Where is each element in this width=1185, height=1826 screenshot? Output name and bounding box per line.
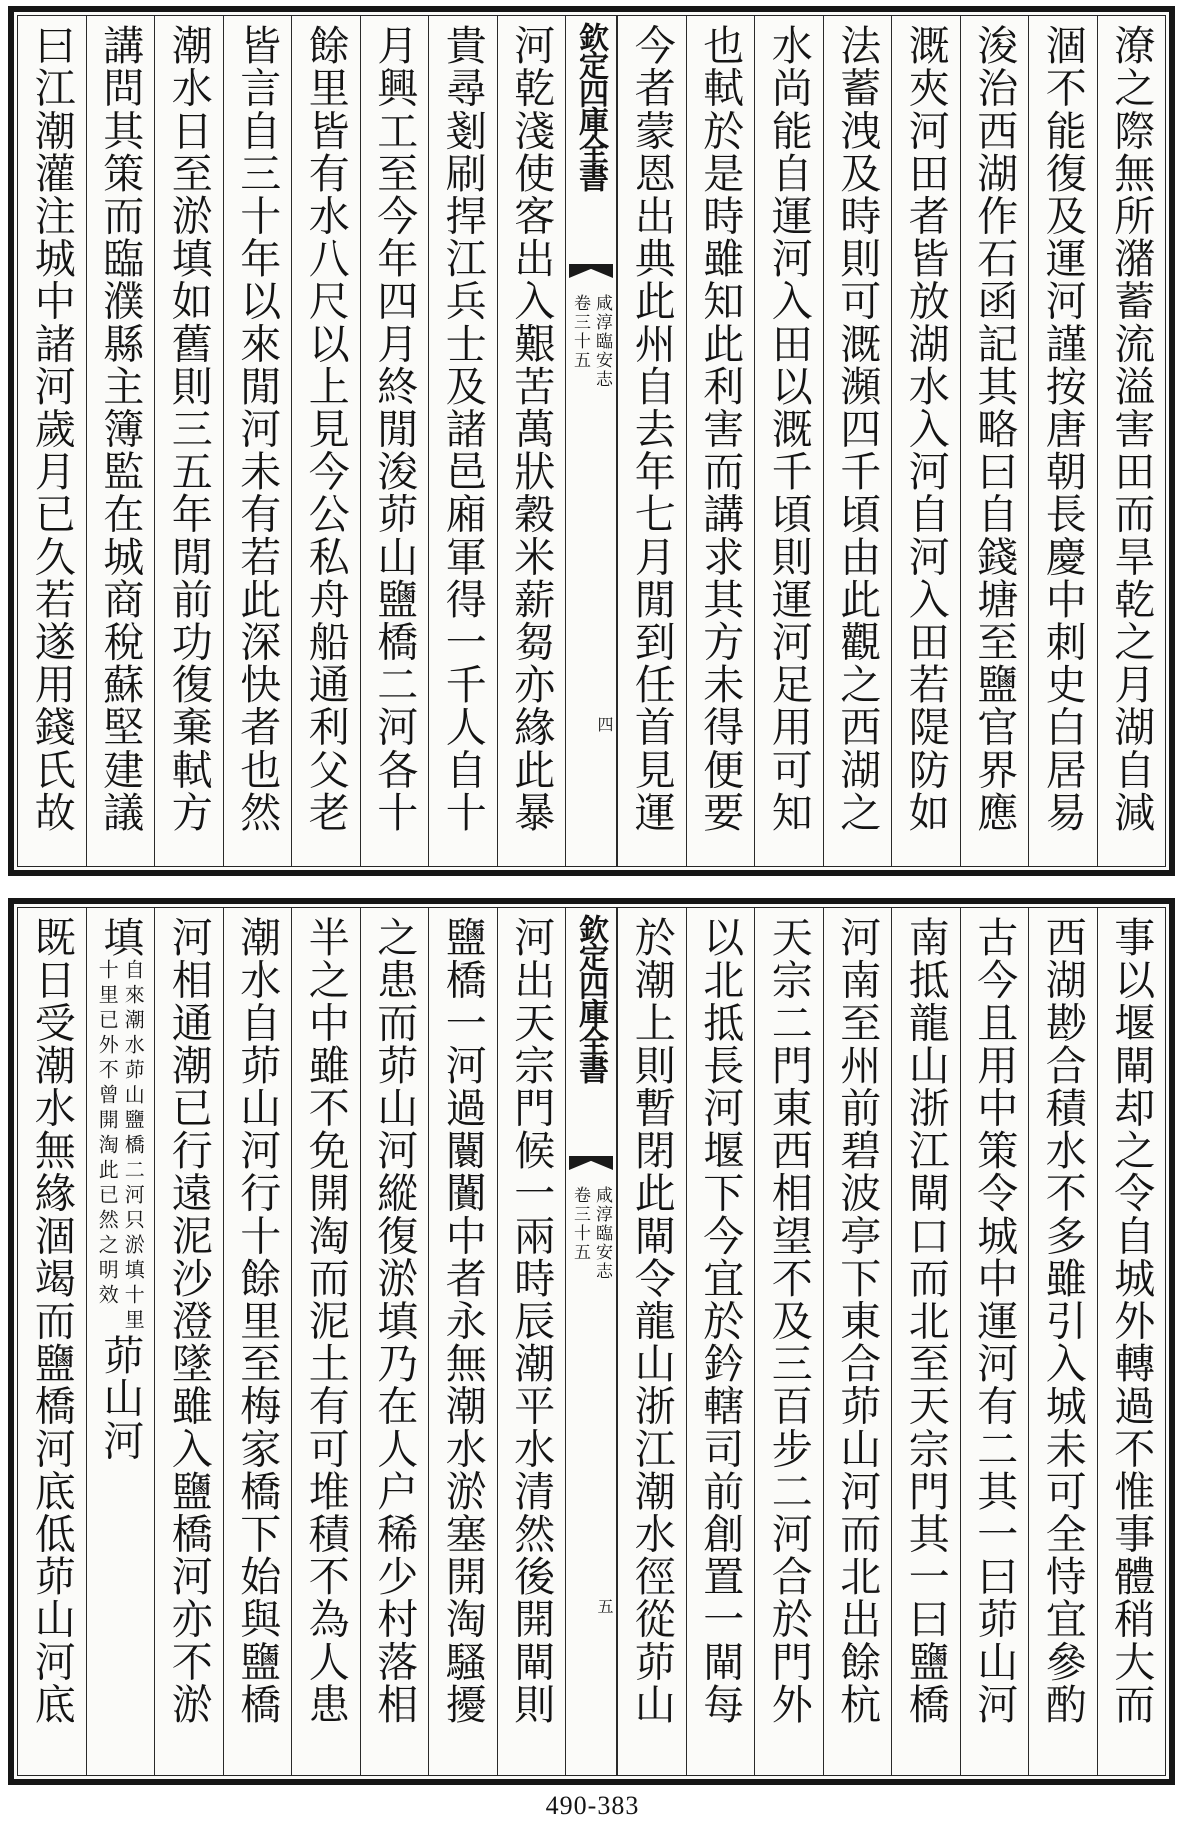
text-column	[754, 908, 823, 1775]
column-text: 浚治西湖作石函記其略曰自錢塘至鹽官界應	[970, 24, 1019, 834]
text-column	[497, 908, 566, 1775]
column-text: 事以堰閘却之令自城外轉過不惟事體稍大而	[1107, 916, 1156, 1726]
column-text: 西湖尠合積水不多雖引入城未可全恃宜參酌	[1038, 916, 1087, 1726]
text-column	[1097, 908, 1166, 1775]
text-column	[891, 908, 960, 1775]
text-column	[754, 16, 823, 866]
column-text: 河南至州前碧波亭下東合茆山河而北出餘杭	[833, 916, 882, 1726]
book-title: 咸淳臨安志	[592, 1186, 612, 1281]
column-text: 潮水日至淤填如舊則三五年閒前功復棄軾方	[164, 24, 213, 834]
column-text: 今者蒙恩出典此州自去年七月閒到任首見運	[627, 24, 676, 834]
column-text: 法蓄洩及時則可溉瀕四千頃由此觀之西湖之	[833, 24, 882, 834]
note-line-left: 十里已外不曾開淘此已然之明效	[95, 958, 120, 1309]
column-text: 潦之際無所潴蓄流溢害田而旱乾之月湖自減	[1107, 24, 1156, 834]
column-text: 溉夾河田者皆放湖水入河自河入田若隄防如	[901, 24, 950, 834]
text-column	[154, 908, 223, 1775]
column-text: 天宗二門東西相望不及三百步二河合於門外	[764, 916, 813, 1726]
column-text: 古今且用中策令城中運河有二其一曰茆山河	[970, 916, 1019, 1726]
column-text: 涸不能復及運河謹按唐朝長慶中刺史白居易	[1038, 24, 1087, 834]
fishtail-mark	[569, 264, 613, 278]
text-column	[1097, 16, 1166, 866]
text-column	[823, 16, 892, 866]
volume-number: 卷三十五	[570, 294, 590, 370]
text-column	[223, 16, 292, 866]
text-column	[823, 908, 892, 1775]
leaf-number: 五	[595, 1598, 614, 1614]
column-text: 河乾淺使客出入艱苦萬狀穀米薪芻亦緣此暴	[507, 24, 556, 834]
column-text: 鹽橋一河過闤闠中者永無潮水淤塞開淘騷擾	[438, 916, 487, 1726]
fishtail-mark	[569, 1156, 613, 1170]
column-text: 潮水自茆山河行十餘里至梅家橋下始與鹽橋	[233, 916, 282, 1726]
column-text: 既日受潮水無緣涸竭而鹽橋河底低茆山河底	[27, 916, 76, 1726]
page-code: 490-383	[545, 1791, 640, 1820]
column-text: 於潮上則暫閉此閘令龍山浙江潮水徑從茆山	[627, 916, 676, 1726]
text-column	[360, 16, 429, 866]
column-text: 之患而茆山河縱復淤填乃在人户稀少村落相	[370, 916, 419, 1726]
column-grid-top	[17, 15, 1166, 867]
note-line-right: 自來潮水茆山鹽橋二河只淤填十里	[121, 958, 146, 1334]
collection-title: 欽定四庫全書	[573, 914, 608, 1082]
column-text: 河相通潮已行遠泥沙澄墜雖入鹽橋河亦不淤	[164, 916, 213, 1726]
column-text: 皆言自三十年以來閒河未有若此深快者也然	[233, 24, 282, 834]
text-column	[428, 16, 497, 866]
page-panel-bottom	[8, 898, 1175, 1785]
text-column	[1028, 908, 1097, 1775]
text-column	[686, 16, 755, 866]
text-column	[428, 908, 497, 1775]
column-text: 南抵龍山浙江閘口而北至天宗門其一曰鹽橋	[901, 916, 950, 1726]
column-text: 曰江潮灌注城中諸河歲月已久若遂用錢氏故	[27, 24, 76, 834]
column-text: 以北抵長河堰下今宜於鈐轄司前創置一閘每	[696, 916, 745, 1726]
collection-title: 欽定四庫全書	[573, 22, 608, 190]
text-column	[18, 908, 86, 1775]
interlinear-note	[96, 959, 144, 1334]
book-title: 咸淳臨安志	[592, 294, 612, 389]
leaf-number: 四	[595, 716, 614, 732]
column-text: 水尚能自運河入田以溉千頃則運河足用可知	[764, 24, 813, 834]
annotated-column	[86, 908, 155, 1775]
text-column	[617, 16, 686, 866]
text-column	[960, 16, 1029, 866]
column-text: 貴尋剗刷捍江兵士及諸邑廂軍得一千人自十	[438, 24, 487, 834]
column-text: 月興工至今年四月終閒浚茆山鹽橋二河各十	[370, 24, 419, 834]
text-column	[291, 16, 360, 866]
column-text: 餘里皆有水八尺以上見今公私舟船通利父老	[301, 24, 350, 834]
text-column	[686, 908, 755, 1775]
volume-number: 卷三十五	[570, 1186, 590, 1262]
center-spine	[565, 16, 617, 866]
text-column	[86, 16, 155, 866]
column-text: 講問其策而臨濮縣主簿監在城商稅蘇堅建議	[96, 24, 145, 834]
book-title-block	[566, 1186, 616, 1281]
book-title-block	[566, 294, 616, 389]
text-column	[891, 16, 960, 866]
text-column	[154, 16, 223, 866]
page-panel-top	[8, 6, 1175, 876]
column-text: 半之中雖不免開淘而泥土有可堆積不為人患	[301, 916, 350, 1726]
text-column	[291, 908, 360, 1775]
text-column	[18, 16, 86, 866]
center-spine	[565, 908, 617, 1775]
text-column	[497, 16, 566, 866]
annotated-column-body	[92, 916, 148, 1461]
text-column	[223, 908, 292, 1775]
column-text: 河出天宗門候一兩時辰潮平水清然後開閘則	[507, 916, 556, 1726]
column-text: 也軾於是時雖知此利害而講求其方未得便要	[696, 24, 745, 834]
text-column	[1028, 16, 1097, 866]
column-grid-bottom	[17, 907, 1166, 1776]
text-column	[960, 908, 1029, 1775]
text-column	[360, 908, 429, 1775]
text-column	[617, 908, 686, 1775]
column-text-head: 填	[96, 916, 145, 959]
column-text-tail: 茆山河	[96, 1333, 145, 1462]
